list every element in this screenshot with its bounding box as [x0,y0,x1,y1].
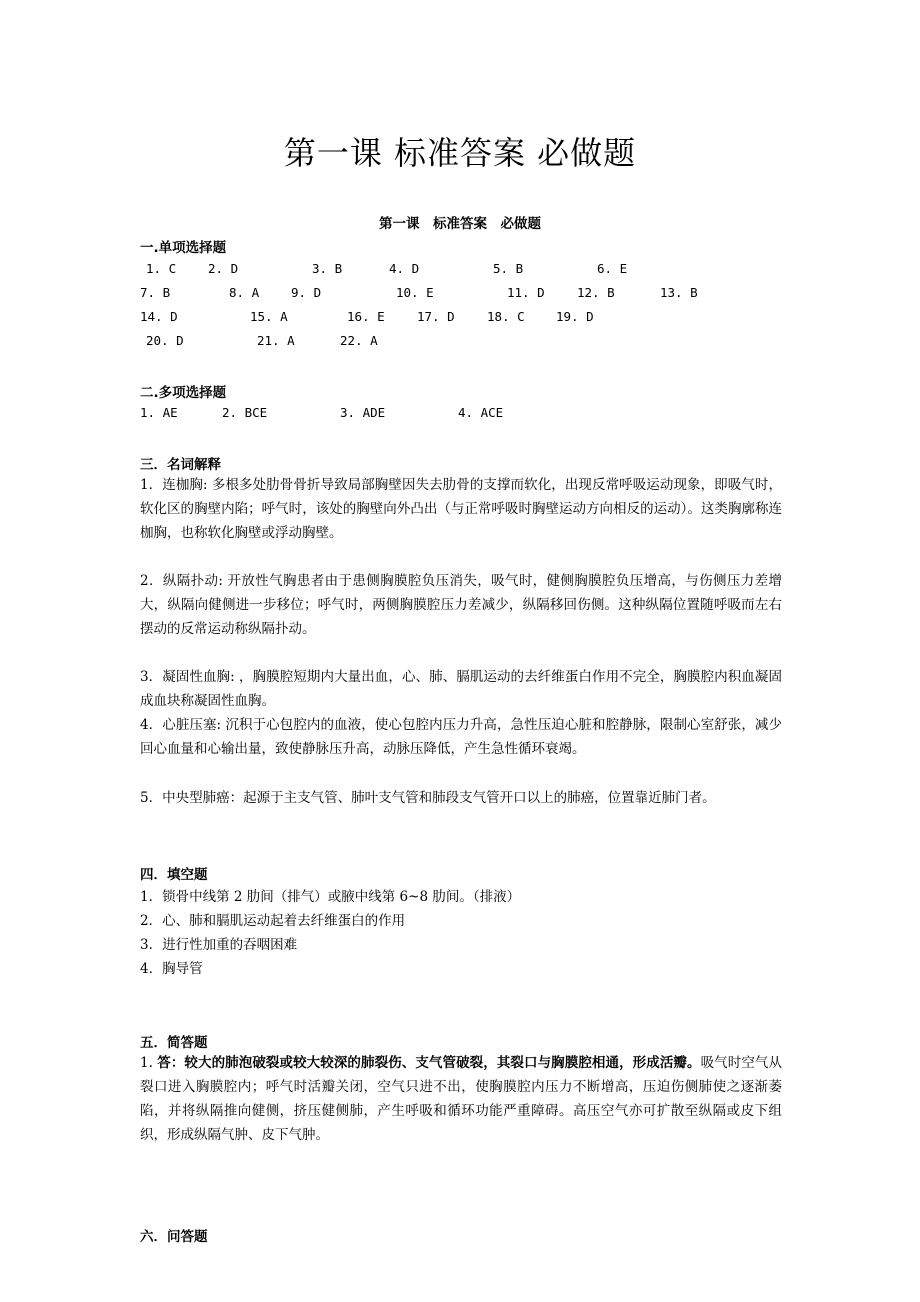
fill-blank-answer: 3．进行性加重的吞咽困难 [140,937,298,953]
answer-item: 17. D [417,309,455,324]
answer-item: 13. B [660,285,698,300]
answer-item: 3. ADE [340,405,386,420]
section-heading-terms: 三．名词解释 [140,457,221,473]
answer-item: 2. BCE [222,405,268,420]
answer-item: 1. C [146,261,177,276]
answer-item: 21. A [257,333,295,348]
page-title: 第一课 标准答案 必做题 [283,134,637,172]
answer-item: 5. B [493,261,524,276]
answer-item: 18. C [487,309,525,324]
fill-blank-answer: 1．锁骨中线第 2 肋间（排气）或腋中线第 6~8 肋间。（排液） [140,889,521,905]
fill-blank-answer: 2．心、肺和膈肌运动起着去纤维蛋白的作用 [140,913,406,929]
answer-bold-lead: 答：较大的肺泡破裂或较大较深的肺裂伤、支气管破裂，其裂口与胸膜腔相通，形成活瓣。 [157,1055,701,1071]
section-heading-short-answer: 五．简答题 [140,1035,208,1051]
answer-item: 16. E [347,309,385,324]
fill-blank-answer: 4．胸导管 [140,961,203,977]
answer-item: 6. E [597,261,628,276]
answer-item: 1. AE [140,405,178,420]
answer-item: 4. D [389,261,420,276]
answer-item: 8. A [229,285,260,300]
section-heading-single-choice: 一.单项选择题 [140,240,227,256]
term-definition: 4．心脏压塞: 沉积于心包腔内的血液，使心包腔内压力升高，急性压迫心脏和腔静脉，限制心室舒张，减少回心血量和心输出量，致使静脉压升高，动脉压降低，产生急性循环衰竭。 [140,717,782,757]
answer-item: 7. B [140,285,171,300]
answer-item: 10. E [396,285,434,300]
answer-item: 9. D [291,285,322,300]
answer-item: 14. D [140,309,178,324]
term-definition: 5．中央型肺癌：起源于主支气管、肺叶支气管和肺段支气管开口以上的肺癌，位置靠近肺门者。 [140,790,716,806]
answer-item: 15. A [250,309,288,324]
term-definition: 1．连枷胸: 多根多处肋骨骨折导致局部胸壁因失去肋骨的支撑而软化，出现反常呼吸运动现象，即吸气时，软化区的胸壁内陷；呼气时，该处的胸壁向外凸出（与正常呼吸时胸壁运动方向相反的运动）。这类胸廓称连枷胸，也称软化胸壁或浮动胸壁。 [140,477,782,541]
page-subtitle: 第一课 标准答案 必做题 [379,216,541,232]
answer-item: 2. D [208,261,239,276]
short-answer-paragraph [140,1051,782,1147]
answer-body: 吸气时空气从裂口进入胸膜腔内；呼气时活瓣关闭，空气只进不出，使胸膜腔内压力不断增高，压迫伤侧肺使之逐渐萎陷，并将纵隔推向健侧，挤压健侧肺，产生呼吸和循环功能严重障碍。高压空气亦可扩散至纵隔或皮下组织，形成纵隔气肿、皮下气肿。 [140,1055,783,1143]
term-definition: 3．凝固性血胸: ，胸膜腔短期内大量出血，心、肺、膈肌运动的去纤维蛋白作用不完全，胸膜腔内积血凝固成血块称凝固性血胸。 [140,669,782,709]
section-heading-questions: 六．问答题 [140,1229,208,1245]
answer-number: 1. [140,1055,158,1071]
section-heading-fill-blank: 四．填空题 [140,867,208,883]
answer-item: 4. ACE [458,405,504,420]
answer-item: 22. A [340,333,378,348]
term-definition: 2．纵隔扑动: 开放性气胸患者由于患侧胸膜腔负压消失，吸气时，健侧胸膜腔负压增高，与伤侧压力差增大，纵隔向健侧进一步移位；呼气时，两侧胸膜腔压力差减少，纵隔移回伤侧。这种纵隔位置随呼吸而左右摆动的反常运动称纵隔扑动。 [140,573,782,637]
answer-item: 19. D [556,309,594,324]
answer-item: 3. B [312,261,343,276]
answer-item: 12. B [577,285,615,300]
answer-item: 20. D [146,333,184,348]
answer-item: 11. D [507,285,545,300]
section-heading-multi-choice: 二.多项选择题 [140,385,227,401]
